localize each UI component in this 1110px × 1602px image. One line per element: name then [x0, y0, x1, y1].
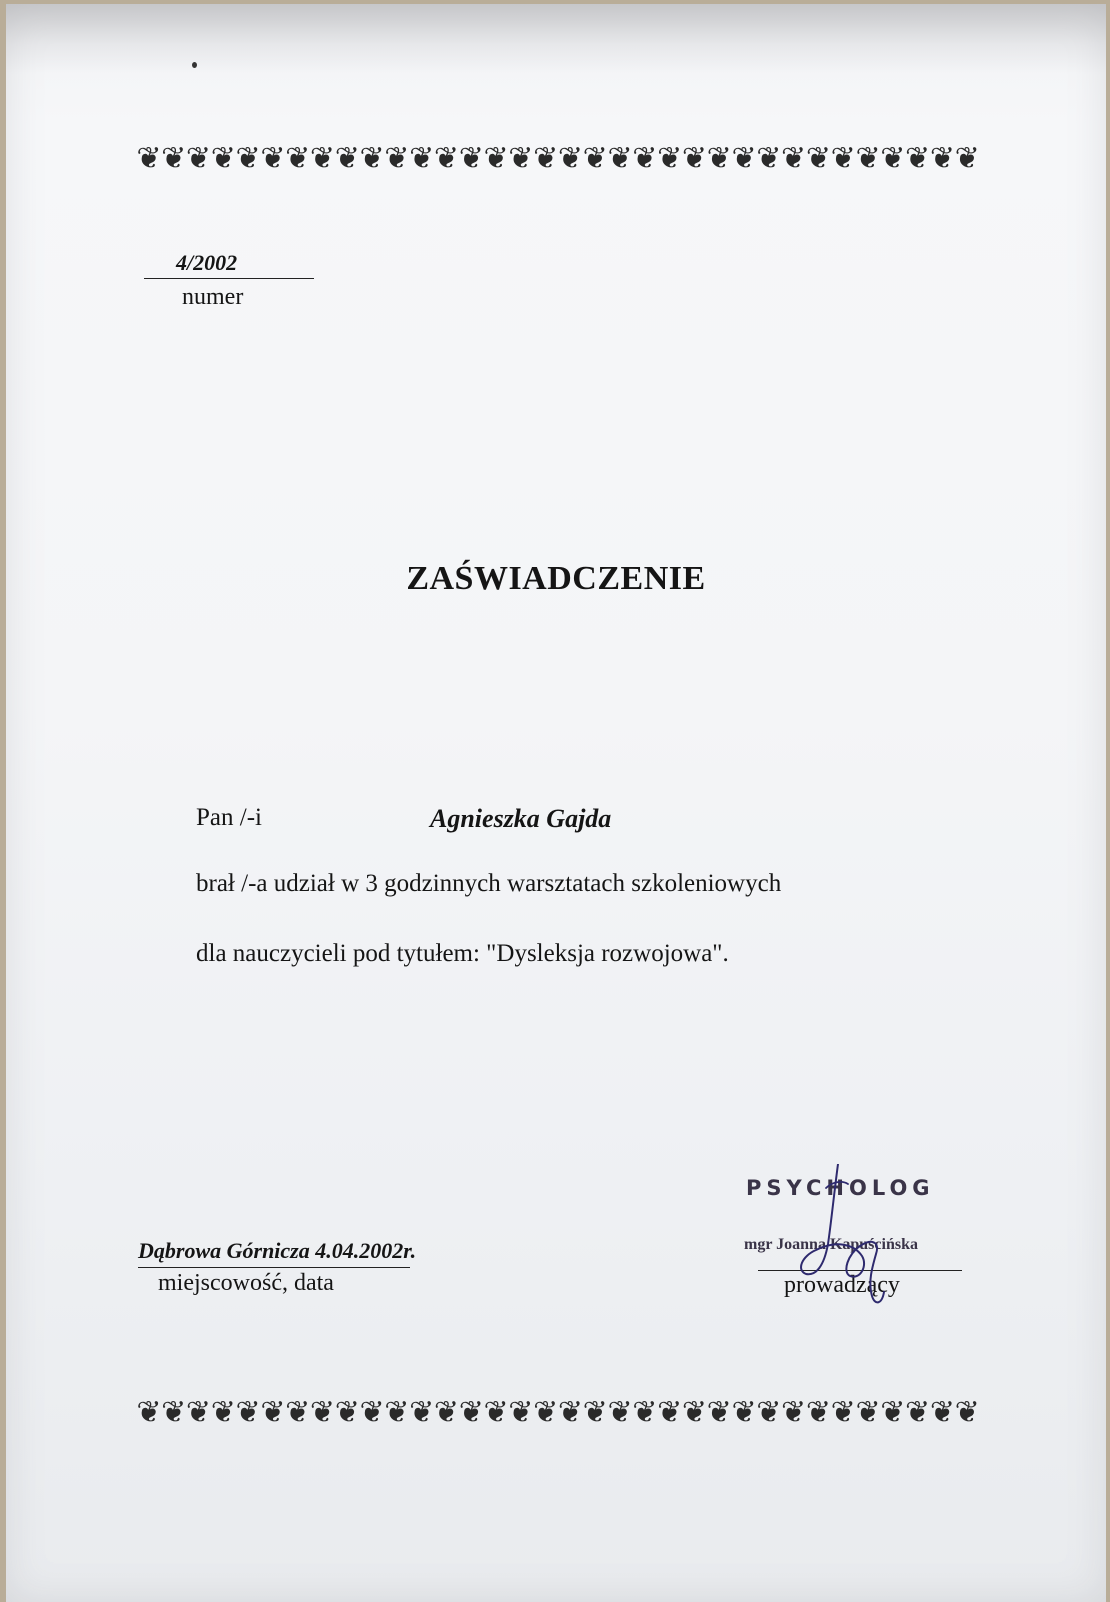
- place-date-underline: [138, 1267, 410, 1268]
- laurel-ornament-icon: ❦: [830, 142, 855, 176]
- laurel-ornament-icon: ❦: [285, 1396, 310, 1430]
- recipient-label: Pan /-i: [196, 804, 262, 831]
- laurel-ornament-icon: ❦: [185, 1396, 211, 1430]
- laurel-ornament-icon: ❦: [309, 142, 335, 176]
- laurel-ornament-icon: ❦: [855, 1396, 880, 1430]
- laurel-ornament-icon: ❦: [880, 142, 905, 176]
- laurel-ornament-icon: ❦: [731, 142, 756, 176]
- laurel-ornament-icon: ❦: [508, 1396, 533, 1430]
- laurel-ornament-icon: ❦: [830, 1396, 855, 1430]
- signer-label: prowadzący: [784, 1272, 900, 1298]
- laurel-ornament-icon: ❦: [805, 142, 830, 176]
- laurel-ornament-icon: ❦: [607, 1396, 632, 1430]
- laurel-ornament-icon: ❦: [359, 142, 384, 176]
- paper-speck: [192, 62, 197, 68]
- laurel-ornament-icon: ❦: [384, 142, 409, 176]
- paper-fold-shadow: [6, 4, 1106, 74]
- top-laurel-border: [136, 142, 980, 176]
- laurel-ornament-icon: ❦: [533, 1396, 558, 1430]
- number-underline: [144, 278, 314, 279]
- laurel-ornament-icon: ❦: [433, 142, 459, 176]
- laurel-ornament-icon: ❦: [309, 1396, 335, 1430]
- laurel-ornament-icon: ❦: [359, 1396, 384, 1430]
- bottom-laurel-border: [136, 1396, 980, 1430]
- laurel-ornament-icon: ❦: [731, 1396, 756, 1430]
- laurel-ornament-icon: ❦: [185, 142, 211, 176]
- laurel-ornament-icon: ❦: [210, 142, 235, 176]
- laurel-ornament-icon: ❦: [929, 1396, 954, 1430]
- place-date-label: miejscowość, data: [158, 1270, 334, 1296]
- laurel-ornament-icon: ❦: [235, 1396, 260, 1430]
- laurel-ornament-icon: ❦: [433, 1396, 459, 1430]
- laurel-ornament-icon: ❦: [929, 142, 954, 176]
- certificate-number: 4/2002: [176, 250, 238, 275]
- laurel-ornament-icon: ❦: [880, 1396, 905, 1430]
- laurel-ornament-icon: ❦: [657, 142, 682, 176]
- laurel-ornament-icon: ❦: [136, 1396, 161, 1430]
- number-label: numer: [182, 284, 244, 310]
- laurel-ornament-icon: ❦: [533, 142, 558, 176]
- stamp-name: mgr Joanna Kapuścińska: [744, 1236, 918, 1253]
- place-and-date: Dąbrowa Górnicza 4.04.2002r.: [138, 1238, 417, 1263]
- laurel-ornament-icon: ❦: [409, 142, 434, 176]
- laurel-ornament-icon: ❦: [458, 142, 483, 176]
- laurel-ornament-icon: ❦: [706, 142, 731, 176]
- laurel-ornament-icon: ❦: [781, 1396, 806, 1430]
- laurel-ornament-icon: ❦: [458, 1396, 483, 1430]
- laurel-ornament-icon: ❦: [334, 1396, 359, 1430]
- laurel-ornament-icon: ❦: [805, 1396, 830, 1430]
- laurel-ornament-icon: ❦: [607, 142, 632, 176]
- laurel-ornament-icon: ❦: [260, 142, 285, 176]
- laurel-ornament-icon: ❦: [210, 1396, 235, 1430]
- recipient-name: Agnieszka Gajda: [430, 804, 612, 833]
- laurel-ornament-icon: ❦: [657, 1396, 682, 1430]
- laurel-ornament-icon: ❦: [260, 1396, 285, 1430]
- laurel-ornament-icon: ❦: [161, 1396, 186, 1430]
- laurel-ornament-icon: ❦: [384, 1396, 409, 1430]
- laurel-ornament-icon: ❦: [557, 142, 583, 176]
- laurel-ornament-icon: ❦: [582, 1396, 607, 1430]
- laurel-ornament-icon: ❦: [285, 142, 310, 176]
- laurel-ornament-icon: ❦: [681, 142, 706, 176]
- body-line-1: brał /-a udział w 3 godzinnych warsztatach szkoleniowych: [196, 870, 782, 897]
- laurel-ornament-icon: ❦: [136, 142, 161, 176]
- body-line-2: dla nauczycieli pod tytułem: "Dysleksja rozwojowa".: [196, 940, 729, 967]
- laurel-ornament-icon: ❦: [781, 142, 806, 176]
- laurel-ornament-icon: ❦: [409, 1396, 434, 1430]
- laurel-ornament-icon: ❦: [905, 1396, 930, 1430]
- laurel-ornament-icon: ❦: [483, 142, 508, 176]
- laurel-ornament-icon: ❦: [161, 142, 186, 176]
- laurel-ornament-icon: ❦: [756, 1396, 781, 1430]
- laurel-ornament-icon: ❦: [508, 142, 533, 176]
- laurel-ornament-icon: ❦: [681, 1396, 706, 1430]
- laurel-ornament-icon: ❦: [557, 1396, 583, 1430]
- laurel-ornament-icon: ❦: [855, 142, 880, 176]
- laurel-ornament-icon: ❦: [334, 142, 359, 176]
- laurel-ornament-icon: ❦: [706, 1396, 731, 1430]
- laurel-ornament-icon: ❦: [582, 142, 607, 176]
- laurel-ornament-icon: ❦: [756, 142, 781, 176]
- laurel-ornament-icon: ❦: [483, 1396, 508, 1430]
- laurel-ornament-icon: ❦: [954, 1396, 979, 1430]
- certificate-page: [6, 4, 1106, 1602]
- laurel-ornament-icon: ❦: [632, 142, 657, 176]
- laurel-ornament-icon: ❦: [905, 142, 930, 176]
- laurel-ornament-icon: ❦: [632, 1396, 657, 1430]
- laurel-ornament-icon: ❦: [235, 142, 260, 176]
- laurel-ornament-icon: ❦: [954, 142, 979, 176]
- stamp-title: PSYCHOLOG: [746, 1176, 935, 1200]
- document-title: ZAŚWIADCZENIE: [406, 560, 706, 597]
- handwritten-signature: [776, 1164, 926, 1314]
